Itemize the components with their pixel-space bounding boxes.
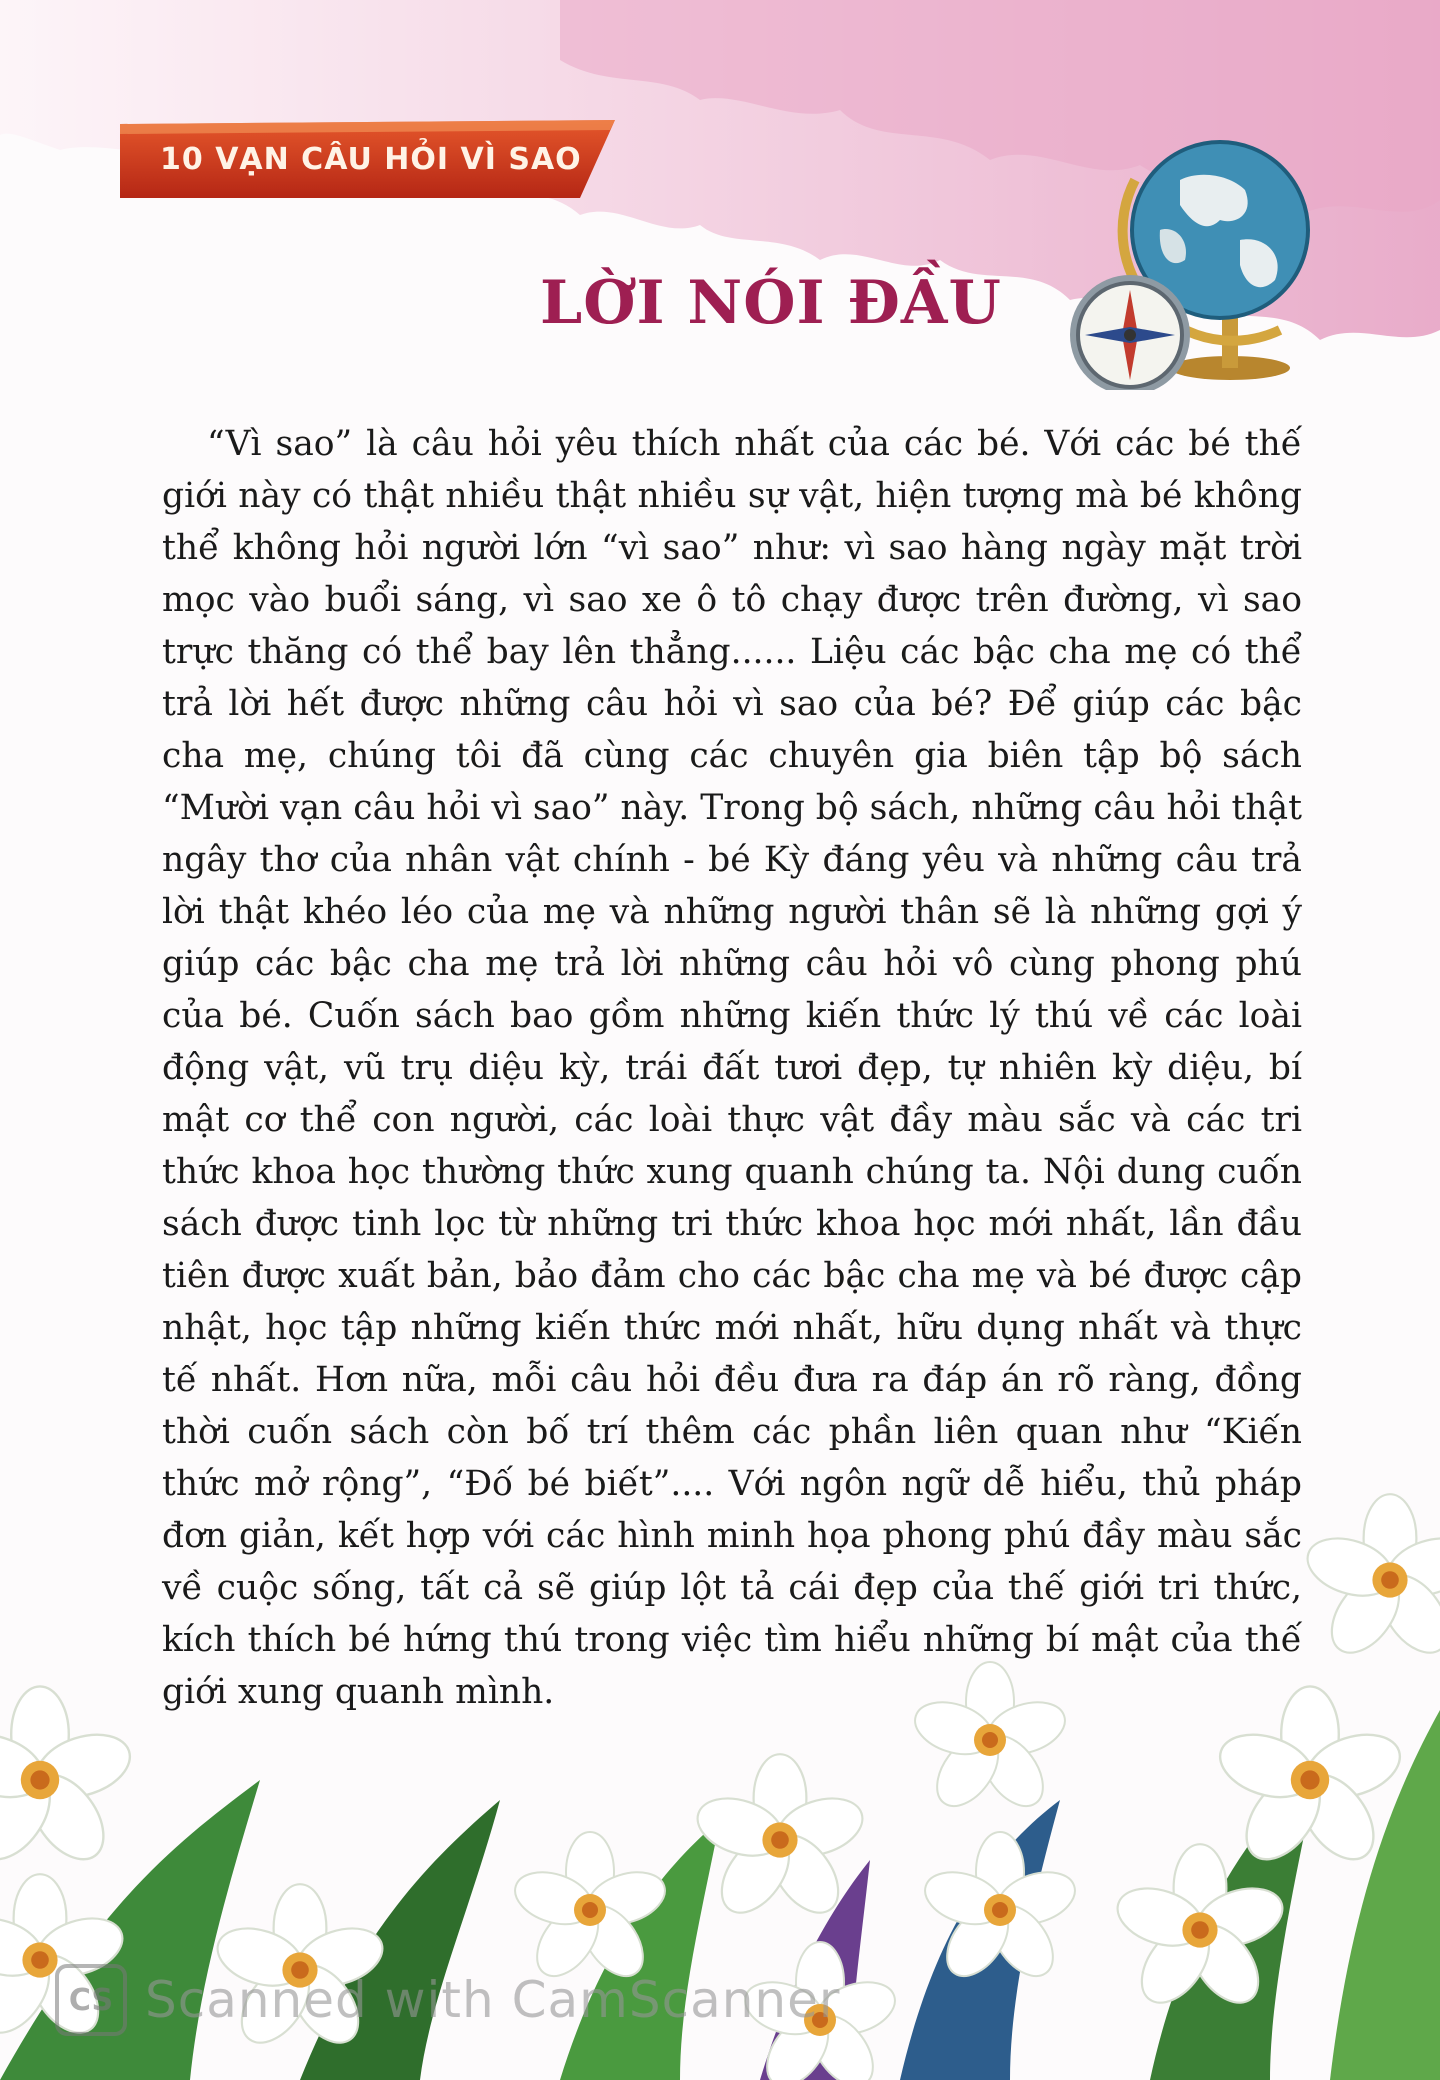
watermark-text: Scanned with CamScanner xyxy=(145,1971,841,2029)
preface-paragraph: “Vì sao” là câu hỏi yêu thích nhất của các bé. Với các bé thế giới này có thật nhiều thật nhiều sự vật, hiện tượng mà bé không thể không hỏi người lớn “vì sao” như: vì sao hàng ngày mặt trời mọc vào buổi sáng, vì sao xe ô tô chạy được trên đường, vì sao trực thăng có thể bay lên thẳng...... Liệu các bậc cha mẹ có thể trả lời hết được những câu hỏi vì sao của bé? Để giúp các bậc cha mẹ, chúng tôi đã cùng các chuyên gia biên tập bộ sách “Mười vạn câu hỏi vì sao” này. Trong bộ sách, những câu hỏi thật ngây thơ của nhân vật chính - bé Kỳ đáng yêu và những câu trả lời thật khéo léo của mẹ và những người thân sẽ là những gợi ý giúp các bậc cha mẹ trả lời những câu hỏi vô cùng phong phú của bé. Cuốn sách bao gồm những kiến thức lý thú về các loài động vật, vũ trụ diệu kỳ, trái đất tươi đẹp, tự nhiên kỳ diệu, bí mật cơ thể con người, các loài thực vật đầy màu sắc và các tri thức khoa học thường thức xung quanh chúng ta. Nội dung cuốn sách được tinh lọc từ những tri thức khoa học mới nhất, lần đầu tiên được xuất bản, bảo đảm cho các bậc cha mẹ và bé được cập nhật, học tập những kiến thức mới nhất, hữu dụng nhất và thực tế nhất. Hơn nữa, mỗi câu hỏi đều đưa ra đáp án rõ ràng, đồng thời cuốn sách còn bố trí thêm các phần liên quan như “Kiến thức mở rộng”, “Đố bé biết”.... Với ngôn ngữ dễ hiểu, thủ pháp đơn giản, kết hợp với các hình minh họa phong phú đầy màu sắc về cuộc sống, tất cả sẽ giúp lột tả cái đẹp của thế giới tri thức, kích thích bé hứng thú trong việc tìm hiểu những bí mật của thế giới xung quanh mình. xyxy=(162,424,1302,1712)
page-title: LỜI NÓI ĐẦU xyxy=(540,268,1002,338)
camscanner-icon: CS xyxy=(55,1964,127,2036)
camscanner-watermark xyxy=(55,1965,840,2035)
series-label: 10 VẠN CÂU HỎI VÌ SAO xyxy=(160,142,582,177)
globe-compass-illustration xyxy=(1040,120,1320,390)
